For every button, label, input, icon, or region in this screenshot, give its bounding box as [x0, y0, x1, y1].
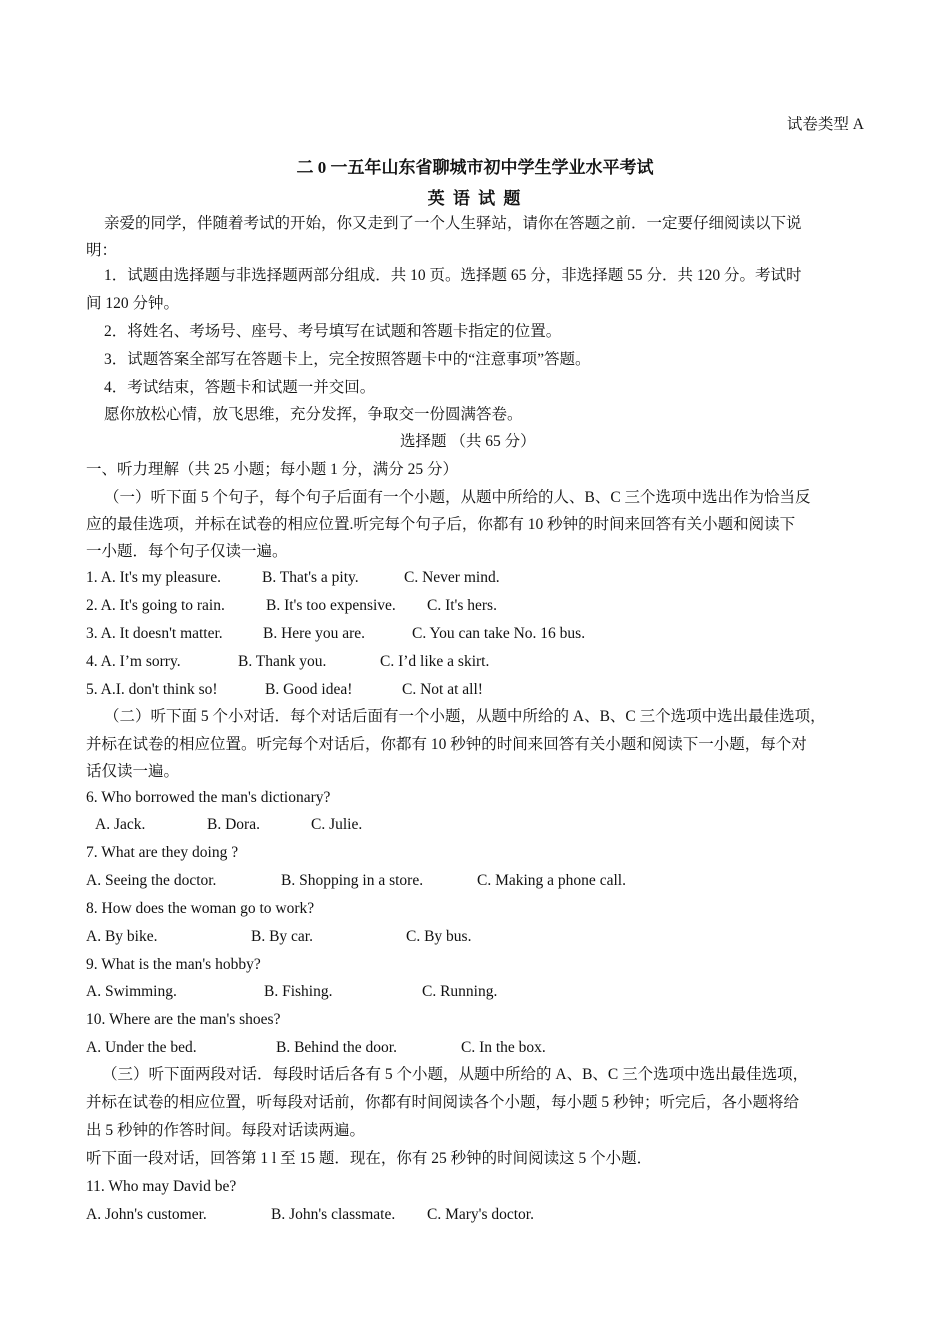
instruction-3: 3．试题答案全部写在答题卡上，完全按照答题卡中的“注意事项”答题。 [104, 351, 591, 368]
question-8-stem: 8. How does the woman go to work? [86, 900, 315, 917]
question-6-options [95, 815, 362, 835]
intro-paragraph-line2: 明： [86, 242, 118, 259]
option-b: B. Behind the door. [276, 1039, 397, 1056]
subject-title: 英 语 试 题 [427, 189, 523, 208]
option-a: 4. A. I’m sorry. [86, 653, 181, 670]
instruction-1-line2: 间 120 分钟。 [86, 295, 180, 312]
part1-heading: 一、听力理解（共 25 小题；每小题 1 分，满分 25 分） [86, 461, 459, 478]
option-c: C. In the box. [461, 1039, 546, 1056]
sub2-instruction-line3: 话仅读一遍。 [86, 763, 180, 780]
intro-paragraph-line1: 亲爱的同学，伴随着考试的开始，你又走到了一个人生驿站，请你在答题之前．一定要仔细阅读以下说 [104, 215, 802, 232]
question-3 [86, 624, 585, 644]
option-c: C. You can take No. 16 bus. [412, 625, 586, 642]
paper-type-label: 试卷类型 A [786, 116, 864, 133]
option-a: A. Jack. [95, 816, 146, 833]
option-c: C. Julie. [311, 816, 363, 833]
option-a: A. John's customer. [86, 1206, 207, 1223]
question-8-options [86, 927, 471, 947]
sub2-instruction-line1: （二）听下面 5 个小对话．每个对话后面有一个小题，从题中所给的 A、B、C 三个选项中选出最佳选项， [104, 708, 826, 725]
option-b: B. Good idea! [265, 681, 353, 698]
option-a: A. Under the bed. [86, 1039, 197, 1056]
option-c: C. By bus. [406, 928, 472, 945]
sub1-instruction-line1: （一）听下面 5 个句子，每个句子后面有一个小题，从题中所给的人、B、C 三个选项中选出作为恰当反 [104, 489, 811, 506]
wish-line: 愿你放松心情，放飞思维，充分发挥，争取交一份圆满答卷。 [104, 406, 523, 423]
sub3-instruction-line1: （三）听下面两段对话．每段时话后各有 5 个小题，从题中所给的 A、B、C 三个选项中选出最佳选项， [102, 1066, 809, 1083]
option-c: C. Running. [422, 983, 498, 1000]
option-b: B. Dora. [207, 816, 260, 833]
option-c: C. It's hers. [427, 597, 497, 614]
option-b: B. That's a pity. [262, 569, 359, 586]
instruction-4: 4．考试结束，答题卡和试题一并交回。 [104, 379, 376, 396]
question-9-options [86, 982, 497, 1002]
sub3-instruction-line2: 并标在试卷的相应位置，听每段对话前，你都有时间阅读各个小题，每小题 5 秒钟；听完后，各小题将给 [86, 1094, 800, 1111]
option-a: A. Swimming. [86, 983, 177, 1000]
section-choice-heading: 选择题 （共 65 分） [400, 433, 536, 450]
option-b: B. Thank you. [238, 653, 327, 670]
option-b: B. Shopping in a store. [281, 872, 424, 889]
option-b: B. By car. [251, 928, 313, 945]
option-b: B. John's classmate. [271, 1206, 396, 1223]
option-a: 5. A.I. don't think so! [86, 681, 218, 698]
option-a: 2. A. It's going to rain. [86, 597, 225, 614]
question-6-stem: 6. Who borrowed the man's dictionary? [86, 789, 331, 806]
option-c: C. Not at all! [402, 681, 483, 698]
exam-title: 二 0 一五年山东省聊城市初中学生学业水平考试 [296, 158, 654, 177]
option-b: B. Here you are. [263, 625, 365, 642]
question-10-options [86, 1038, 546, 1058]
sub1-instruction-line3: 一小题．每个句子仅读一遍。 [86, 543, 288, 560]
sub2-instruction-line2: 并标在试卷的相应位置。听完每个对话后，你都有 10 秒钟的时间来回答有关小题和阅读下一小题，每个对 [86, 736, 807, 753]
sub3-instruction-line3: 出 5 秒钟的作答时间。每段对话读两遍。 [86, 1122, 366, 1139]
option-b: B. Fishing. [264, 983, 333, 1000]
instruction-1-line1: 1．试题由选择题与非选择题两部分组成．共 10 页。选择题 65 分，非选择题 55 分．共 120 分。考试时 [104, 267, 802, 284]
option-c: C. Mary's doctor. [427, 1206, 534, 1223]
question-4 [86, 652, 489, 672]
option-a: A. Seeing the doctor. [86, 872, 217, 889]
dialog1-intro: 听下面一段对话，回答第 1 l 至 15 题．现在，你有 25 秒钟的时间阅读这 5 个小题． [86, 1150, 653, 1167]
option-c: C. Making a phone call. [477, 872, 626, 889]
option-a: A. By bike. [86, 928, 158, 945]
question-7-options [86, 871, 626, 891]
option-a: 3. A. It doesn't matter. [86, 625, 223, 642]
sub1-instruction-line2: 应的最佳选项，并标在试卷的相应位置.听完每个句子后，你都有 10 秒钟的时间来回答有关小题和阅读下 [86, 516, 796, 533]
question-11-stem: 11. Who may David be? [86, 1178, 237, 1195]
instruction-2: 2．将姓名、考场号、座号、考号填写在试题和答题卡指定的位置。 [104, 323, 562, 340]
question-5 [86, 680, 483, 700]
option-b: B. It's too expensive. [266, 597, 396, 614]
question-2 [86, 596, 497, 616]
question-10-stem: 10. Where are the man's shoes? [86, 1011, 281, 1028]
option-c: C. Never mind. [404, 569, 500, 586]
question-9-stem: 9. What is the man's hobby? [86, 956, 261, 973]
question-1 [86, 568, 500, 588]
option-a: 1. A. It's my pleasure. [86, 569, 221, 586]
option-c: C. I’d like a skirt. [380, 653, 490, 670]
question-11-options [86, 1205, 534, 1225]
question-7-stem: 7. What are they doing ? [86, 844, 239, 861]
